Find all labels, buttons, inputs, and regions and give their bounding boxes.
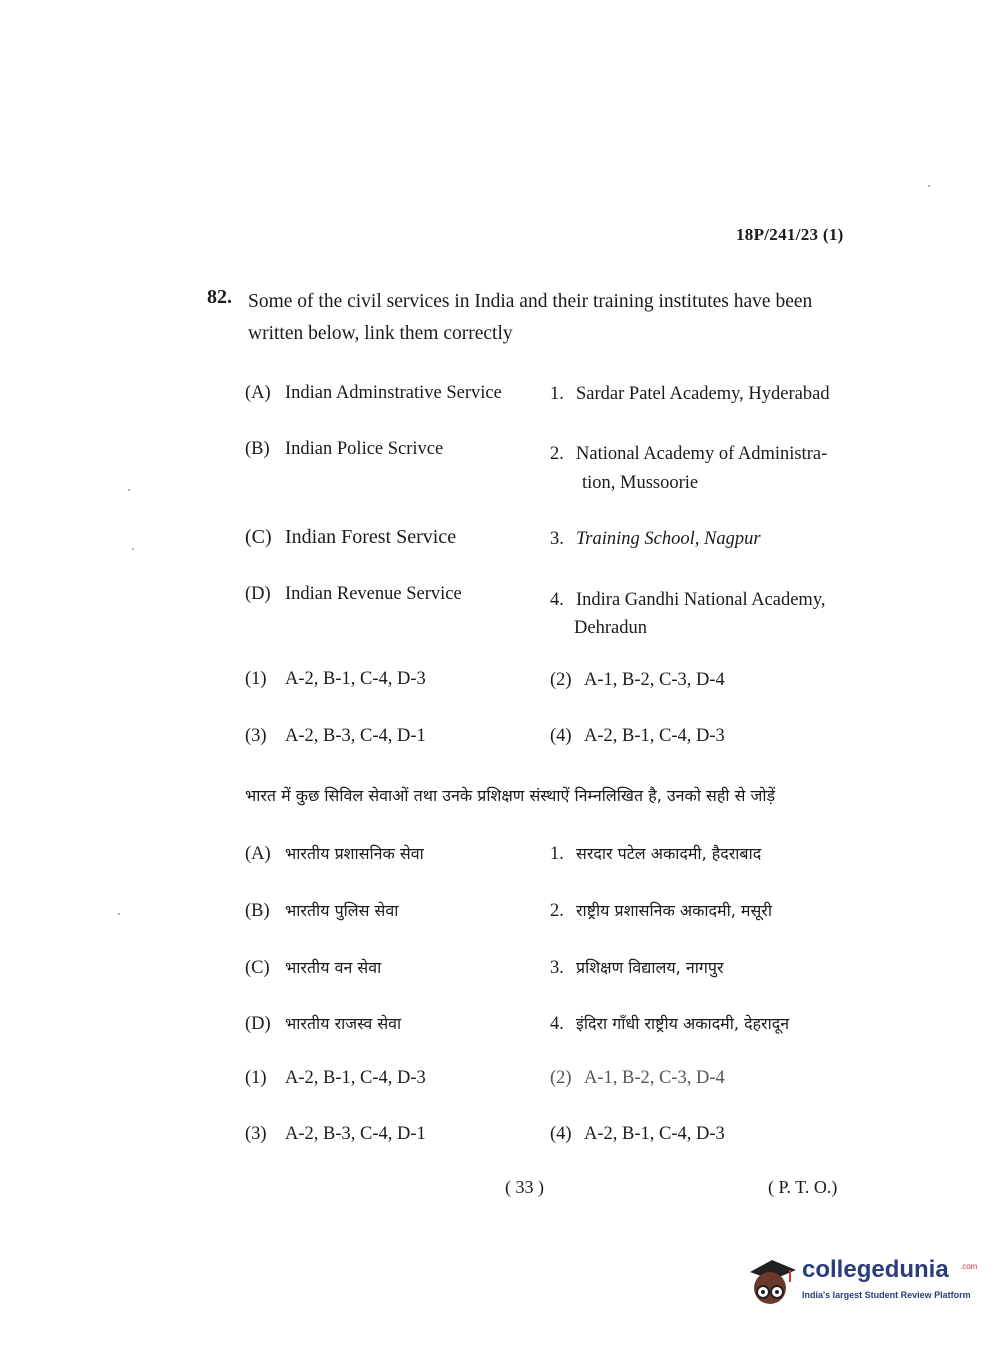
- option-label: (3): [245, 726, 267, 746]
- hindi-pair-right-3: [550, 956, 723, 979]
- scan-speck: [132, 548, 134, 550]
- english-option-3: [245, 726, 426, 747]
- hindi-pair-right-1: [550, 842, 761, 865]
- mascot-logo-icon: [742, 1250, 800, 1308]
- english-option-2: [550, 670, 725, 691]
- hindi-pair-left-c: [245, 956, 381, 979]
- pair-number: 3.: [550, 529, 564, 549]
- hindi-option-2: [550, 1068, 725, 1089]
- brand-suffix: .com: [960, 1262, 978, 1271]
- option-text: A-2, B-1, C-4, D-3: [285, 669, 426, 689]
- pair-right-text-continued: tion, Mussoorie: [582, 473, 699, 493]
- option-text: A-1, B-2, C-3, D-4: [584, 670, 725, 690]
- option-label: (1): [245, 1068, 267, 1088]
- hindi-option-4: [550, 1124, 725, 1145]
- english-pair-left-b: [245, 439, 443, 460]
- question-number: 82.: [207, 286, 232, 308]
- paper-code: 18P/241/23 (1): [736, 225, 844, 244]
- pair-number: 3.: [550, 958, 564, 978]
- scan-speck: [128, 489, 130, 491]
- hindi-pair-left-b: [245, 899, 398, 922]
- pair-right-text: Indira Gandhi National Academy,: [576, 590, 826, 610]
- english-pair-right-3: [550, 529, 761, 550]
- pair-right-text: प्रशिक्षण विद्यालय, नागपुर: [576, 958, 724, 977]
- option-label: (4): [550, 726, 572, 746]
- hindi-pair-right-4: [550, 1012, 789, 1035]
- scan-speck: [118, 913, 120, 915]
- scan-speck: [928, 185, 930, 187]
- option-label: (2): [550, 1068, 572, 1088]
- english-pair-right-1: [550, 384, 830, 405]
- hindi-pair-right-2: [550, 899, 772, 922]
- pair-left-text: भारतीय राजस्व सेवा: [285, 1014, 402, 1033]
- pair-label: (D): [245, 1014, 271, 1034]
- english-pair-left-c: [245, 526, 456, 549]
- option-text: A-2, B-3, C-4, D-1: [285, 726, 426, 746]
- pair-label: (A): [245, 383, 271, 403]
- pair-label: (B): [245, 901, 270, 921]
- english-pair-right-4: [550, 586, 826, 642]
- option-text: A-2, B-1, C-4, D-3: [584, 1124, 725, 1144]
- pair-left-text: भारतीय पुलिस सेवा: [285, 901, 399, 920]
- hindi-pair-left-d: [245, 1012, 401, 1035]
- english-pair-left-a: [245, 383, 502, 404]
- pair-right-text: राष्ट्रीय प्रशासनिक अकादमी, मसूरी: [576, 901, 772, 920]
- option-label: (1): [245, 669, 267, 689]
- option-text: A-2, B-3, C-4, D-1: [285, 1124, 426, 1144]
- pair-number: 1.: [550, 844, 564, 864]
- question-text-hindi: भारत में कुछ सिविल सेवाओं तथा उनके प्रशिक्षण संस्थाऐं निम्नलिखित है, उनको सही से जोड़ें: [245, 786, 776, 805]
- pair-right-text: National Academy of Administra-: [576, 444, 828, 464]
- pair-left-text: Indian Adminstrative Service: [285, 383, 502, 403]
- hindi-option-3: [245, 1124, 426, 1145]
- pair-right-text: Sardar Patel Academy, Hyderabad: [576, 384, 830, 404]
- pair-number: 4.: [550, 590, 564, 610]
- pair-left-text: भारतीय प्रशासनिक सेवा: [285, 844, 424, 863]
- please-turn-over: ( P. T. O.): [768, 1177, 838, 1197]
- pair-right-text: सरदार पटेल अकादमी, हैदराबाद: [576, 844, 762, 863]
- page-number: ( 33 ): [505, 1177, 544, 1197]
- english-pair-left-d: [245, 584, 462, 605]
- pair-number: 4.: [550, 1014, 564, 1034]
- pair-left-text: Indian Police Scrivce: [285, 439, 444, 459]
- pair-number: 1.: [550, 384, 564, 404]
- option-label: (2): [550, 670, 572, 690]
- pair-right-text: इंदिरा गाँधी राष्ट्रीय अकादमी, देहरादून: [576, 1014, 790, 1033]
- pair-label: (A): [245, 844, 271, 864]
- pair-left-text: Indian Revenue Service: [285, 584, 462, 604]
- option-label: (3): [245, 1124, 267, 1144]
- option-text: A-2, B-1, C-4, D-3: [285, 1068, 426, 1088]
- brand-name: collegedunia: [802, 1256, 949, 1283]
- pair-right-text-continued: Dehradun: [574, 618, 647, 638]
- english-pair-right-2: [550, 440, 827, 498]
- option-label: (4): [550, 1124, 572, 1144]
- question-text-english: Some of the civil services in India and their training institutes have been written below, link them correctly: [248, 291, 813, 344]
- option-text: A-1, B-2, C-3, D-4: [584, 1068, 725, 1088]
- pair-left-text: भारतीय वन सेवा: [285, 958, 382, 977]
- collegedunia-watermark: [742, 1250, 978, 1310]
- pair-label: (B): [245, 439, 270, 459]
- english-option-4: [550, 726, 725, 747]
- english-option-1: [245, 669, 426, 690]
- pair-left-text: Indian Forest Service: [285, 526, 457, 548]
- pair-label: (D): [245, 584, 271, 604]
- hindi-option-1: [245, 1068, 426, 1089]
- brand-tagline: India's largest Student Review Platform: [802, 1290, 971, 1300]
- pair-number: 2.: [550, 901, 564, 921]
- option-text: A-2, B-1, C-4, D-3: [584, 726, 725, 746]
- pair-number: 2.: [550, 444, 564, 464]
- pair-right-text: Training School, Nagpur: [576, 529, 761, 549]
- pair-label: (C): [245, 958, 270, 978]
- pair-label: (C): [245, 526, 272, 548]
- hindi-pair-left-a: [245, 842, 424, 865]
